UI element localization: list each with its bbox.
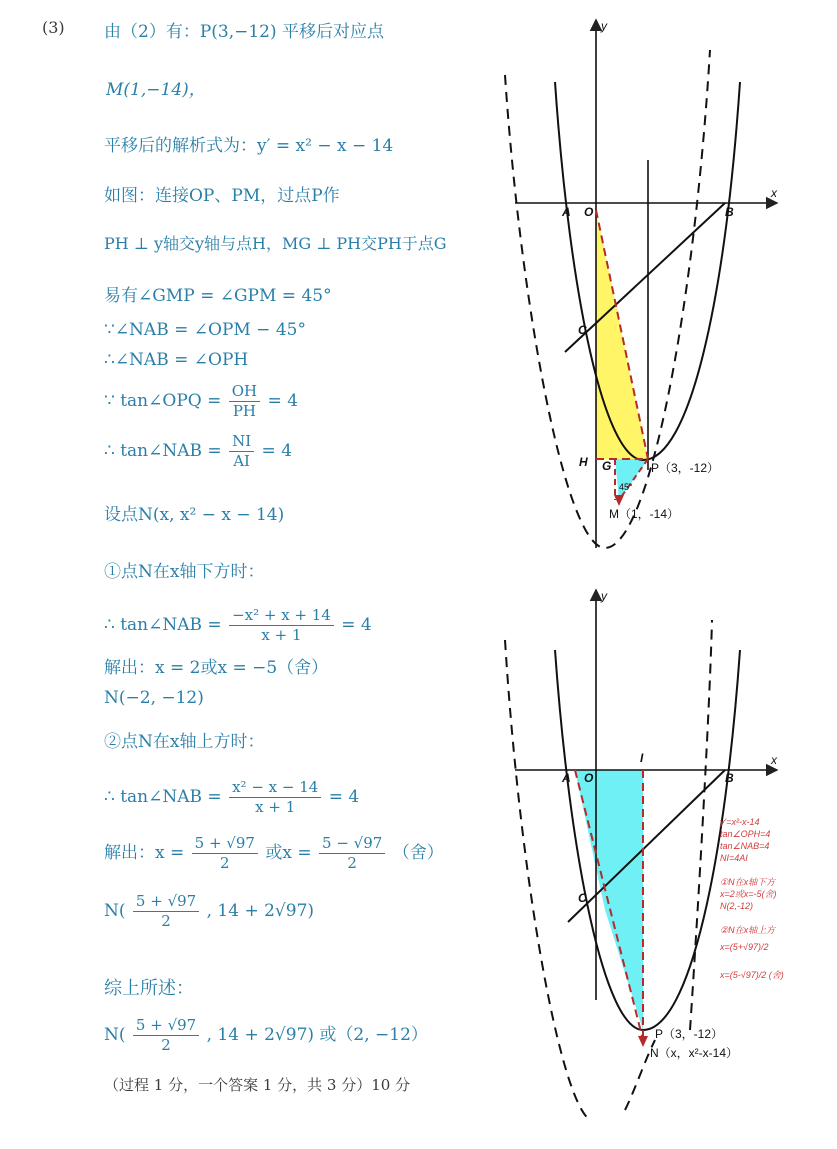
denominator: 2 — [161, 911, 171, 930]
line-point-m: M(1,−14)， — [106, 80, 206, 100]
case2-or: 或x = — [265, 842, 312, 863]
note-line: ①N在x轴下方 — [720, 877, 776, 887]
fig2-arrow-n — [638, 1036, 648, 1047]
line-angle-45: 易有∠GMP = ∠GPM = 45° — [104, 286, 332, 306]
denominator: AI — [233, 451, 250, 470]
fig2-label-p: P（3，-12） — [655, 1027, 724, 1041]
note-line: N(2,-12) — [720, 901, 754, 911]
numerator: 5 + √97 — [133, 1016, 199, 1036]
note-line: tan∠OPH=4 — [720, 829, 771, 839]
scoring-note: （过程 1 分，一个答案 1 分，共 3 分）10 分 — [104, 1076, 411, 1094]
fig1-y-label: y — [601, 19, 607, 33]
figure-2 — [505, 589, 784, 1120]
arrow-m — [614, 495, 624, 506]
tan-opq-label: ∵ tan∠OPQ = — [104, 390, 222, 411]
note-line: tan∠NAB=4 — [720, 841, 770, 851]
fig1-label-p: P（3，-12） — [651, 461, 720, 475]
fig1-label-o: O — [584, 205, 594, 219]
fig1-label-m: M（1，-14） — [609, 507, 680, 521]
fig1-label-g: G — [602, 459, 612, 473]
tan-nab-value: = 4 — [261, 440, 293, 461]
case1-solve: 解出：x = 2或x = −5（舍） — [104, 658, 329, 678]
denominator: PH — [232, 401, 257, 420]
fig2-x-label: x — [771, 753, 777, 767]
numerator: 5 − √97 — [319, 834, 385, 854]
summary-title: 综上所述： — [104, 978, 194, 999]
fig2-label-n: N（x，x²-x-14） — [650, 1046, 739, 1060]
fig1-label-c: C — [578, 323, 587, 337]
figure-1 — [505, 19, 778, 548]
problem-number: (3) — [42, 18, 65, 37]
note-line: ②N在x轴上方 — [720, 925, 776, 935]
case2-value: = 4 — [328, 786, 360, 807]
line-construction: 如图：连接OP、PM，过点P作 — [104, 186, 340, 206]
line-perpendiculars: PH ⊥ y轴交y轴与点H，MG ⊥ PH交PH于点G — [104, 234, 447, 253]
summary-rest: , 14 + 2√97) 或（2, −12） — [206, 1024, 428, 1045]
cyan-triangle-gpm — [615, 459, 648, 500]
denominator: 2 — [347, 853, 357, 872]
yellow-triangle-oph — [596, 210, 648, 459]
fig2-parabola-original — [555, 650, 740, 1030]
case2-reject: （舍） — [392, 842, 444, 863]
case1-point: N(−2, −12) — [104, 688, 204, 708]
denominator: 2 — [161, 1035, 171, 1054]
fig2-label-a: A — [562, 771, 571, 785]
line-translation-point: 由（2）有：P(3,−12) 平移后对应点 — [104, 22, 385, 42]
numerator: NI — [229, 432, 254, 452]
case1-title: ①点N在x轴下方时： — [104, 562, 265, 582]
denominator: x + 1 — [261, 625, 302, 644]
denominator: x + 1 — [255, 797, 296, 816]
fig2-label-o: O — [584, 771, 594, 785]
note-line: x=(5+√97)/2 — [720, 942, 769, 952]
tan-opq-value: = 4 — [267, 390, 299, 411]
case2-solve-label: 解出：x = — [104, 842, 185, 863]
note-line: x=2或x=-5(舍) — [720, 889, 777, 899]
case2-point-open: N( — [104, 900, 126, 921]
fig1-label-b: B — [725, 205, 734, 219]
fig1-label-h: H — [579, 455, 588, 469]
line-because-angle: ∵∠NAB = ∠OPM − 45° — [104, 320, 306, 340]
fig2-y-label: y — [601, 589, 607, 603]
note-line: NI=4AI — [720, 853, 748, 863]
denominator: 2 — [220, 853, 230, 872]
fig2-label-i: I — [640, 751, 644, 765]
numerator: 5 + √97 — [192, 834, 258, 854]
fig1-label-a: A — [562, 205, 571, 219]
tan-nab-label: ∴ tan∠NAB = — [104, 440, 222, 461]
case2-label: ∴ tan∠NAB = — [104, 786, 222, 807]
numerator: x² − x − 14 — [229, 778, 321, 798]
line-therefore-angle: ∴∠NAB = ∠OPH — [104, 350, 249, 370]
case1-label: ∴ tan∠NAB = — [104, 614, 222, 635]
line-new-equation: 平移后的解析式为：y′ = x² − x − 14 — [104, 136, 394, 156]
fig1-angle-45: 45° — [619, 482, 633, 492]
case2-title: ②点N在x轴上方时： — [104, 732, 265, 752]
numerator: 5 + √97 — [133, 892, 199, 912]
line-bc — [565, 203, 725, 352]
line-set-point-n: 设点N(x, x² − x − 14) — [104, 505, 285, 525]
fig2-red-notes — [719, 817, 784, 980]
fig2-label-b: B — [725, 771, 734, 785]
numerator: OH — [229, 382, 260, 402]
numerator: −x² + x + 14 — [229, 606, 334, 626]
summary-open: N( — [104, 1024, 126, 1045]
fig1-x-label: x — [771, 186, 777, 200]
case2-point-y: , 14 + 2√97) — [206, 900, 315, 921]
note-line: x=(5-√97)/2 (舍) — [720, 970, 784, 980]
case1-value: = 4 — [341, 614, 372, 635]
note-line: y'=x²-x-14 — [720, 817, 760, 827]
fig2-label-c: C — [578, 891, 587, 905]
